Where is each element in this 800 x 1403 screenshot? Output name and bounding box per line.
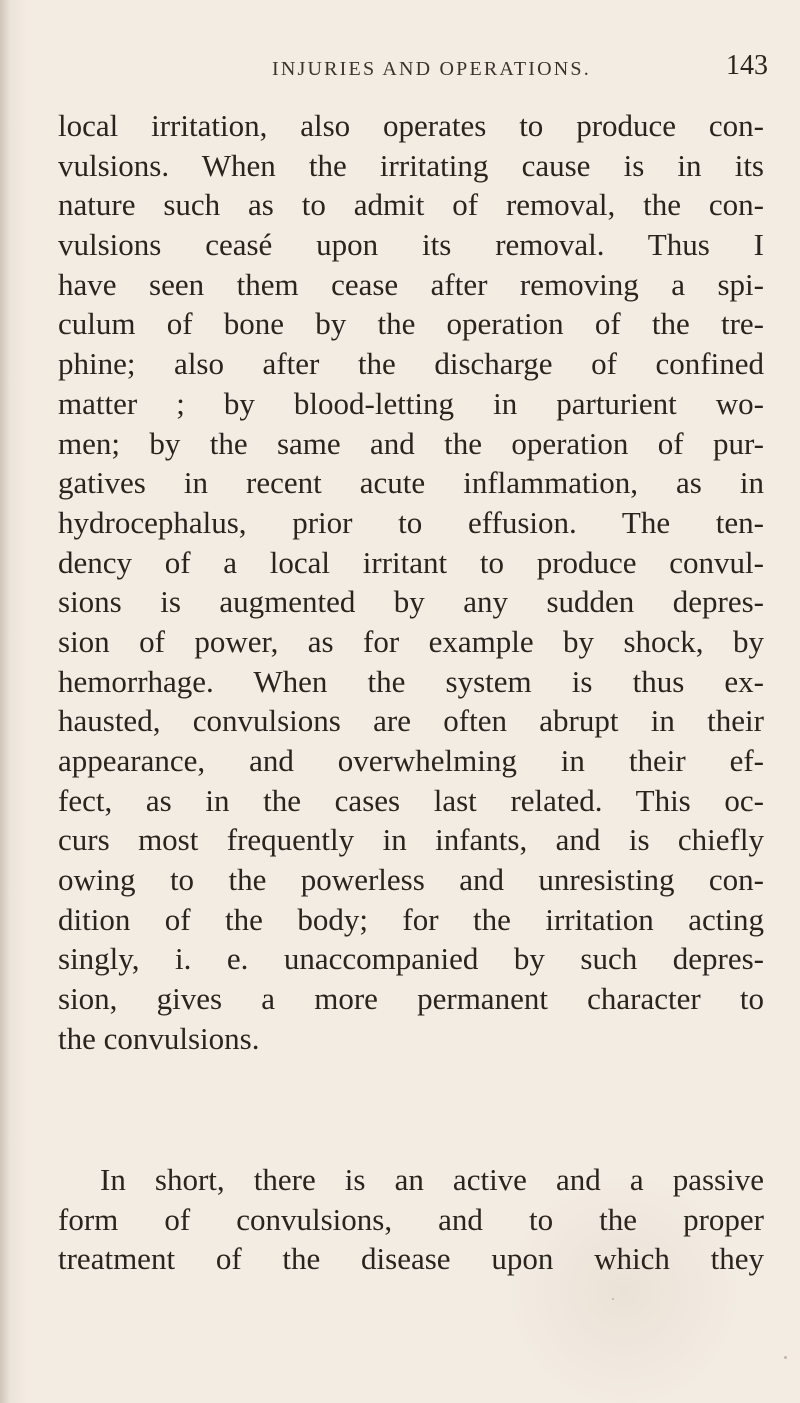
binding-gutter-shadow — [0, 0, 10, 1403]
text-line: treatment of the disease upon which they — [58, 1241, 764, 1277]
text-line: singly, i. e. unaccompanied by such depres- — [58, 941, 764, 977]
text-line: local irritation, also operates to produce con- — [58, 108, 764, 143]
paragraph-2 — [58, 1160, 764, 1279]
text-line: owing to the powerless and unresisting con- — [58, 862, 764, 898]
paper-speck — [784, 1356, 787, 1359]
text-line: have seen them cease after removing a spi- — [58, 266, 764, 302]
text-line: the convulsions. — [58, 1020, 260, 1056]
paragraph-1 — [58, 106, 764, 1059]
text-line: dition of the body; for the irritation acting — [58, 901, 764, 937]
paper-speck — [612, 1298, 614, 1300]
text-line: gatives in recent acute inflammation, as in — [58, 465, 764, 501]
page-number: 143 — [726, 50, 768, 81]
text-line: hemorrhage. When the system is thus ex- — [58, 663, 764, 699]
text-line: culum of bone by the operation of the tre- — [58, 306, 764, 342]
text-line: vulsions ceasé upon its removal. Thus I — [58, 227, 764, 263]
text-line: phine; also after the discharge of confined — [58, 346, 764, 382]
text-line: hausted, convulsions are often abrupt in their — [58, 703, 764, 739]
text-line: sion of power, as for example by shock, by — [58, 623, 764, 659]
running-head: INJURIES AND OPERATIONS. — [272, 58, 591, 80]
text-line: fect, as in the cases last related. This oc- — [58, 782, 764, 818]
text-line: vulsions. When the irritating cause is in its — [58, 147, 764, 183]
text-line: sions is augmented by any sudden depres- — [58, 584, 764, 620]
text-line: curs most frequently in infants, and is chiefly — [58, 822, 764, 858]
text-line: men; by the same and the operation of pur- — [58, 425, 764, 461]
text-line: sion, gives a more permanent character to — [58, 981, 764, 1017]
text-line: In short, there is an active and a passive — [100, 1162, 764, 1197]
text-line: appearance, and overwhelming in their ef- — [58, 743, 764, 778]
text-line: hydrocephalus, prior to effusion. The ten- — [58, 504, 764, 540]
text-line: matter ; by blood-letting in parturient wo- — [58, 385, 764, 421]
text-line: dency of a local irritant to produce convul- — [58, 544, 764, 580]
text-line: nature such as to admit of removal, the con- — [58, 187, 764, 223]
text-line: form of convulsions, and to the proper — [58, 1201, 764, 1237]
